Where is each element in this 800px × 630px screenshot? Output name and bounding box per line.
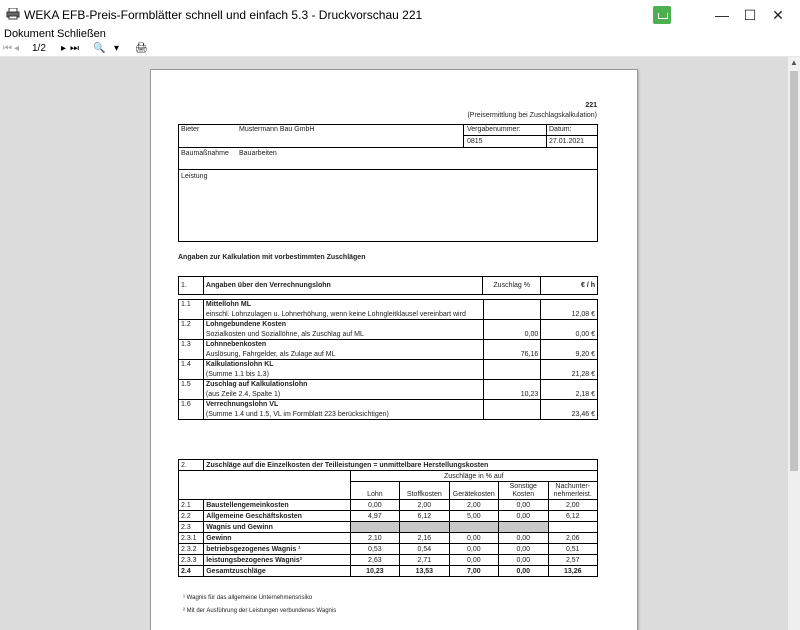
t1-row-desc: (Summe 1.4 und 1.5, VL im Formblatt 223 berücksichtigen) — [205, 411, 389, 418]
table-row — [179, 460, 598, 471]
t1-row-title: Verrechnungslohn VL — [205, 401, 279, 408]
table-row — [179, 400, 598, 420]
t1-row-desc: (Summe 1.1 bis 1.3) — [205, 371, 269, 378]
t2-row-label: Wagnis und Gewinn — [204, 522, 350, 533]
table-row — [179, 300, 598, 320]
t2-row-value: 2,63 — [350, 555, 399, 566]
t1-row-num: 1.6 — [179, 400, 204, 420]
t1-row-label — [203, 380, 483, 400]
t1-row-num: 1.1 — [179, 300, 204, 320]
t1-head-pct: Zuschlag % — [483, 277, 541, 295]
menu-schliessen[interactable]: Schließen — [57, 28, 106, 40]
t1-row-eur: 21,28 € — [541, 360, 598, 380]
t2-row-value: 0,00 — [449, 544, 498, 555]
zuschlaege-table — [178, 459, 598, 577]
print-icon[interactable]: 🖨 — [135, 43, 148, 54]
t1-row-title: Lohnnebenkosten — [205, 341, 267, 348]
t2-head-label: Zuschläge auf die Einzelkosten der Teilleistungen = unmittelbare Herstellungskosten — [204, 460, 598, 471]
app-status-icon[interactable] — [653, 6, 671, 24]
t1-row-pct — [483, 360, 541, 380]
t2-row-value: 2,16 — [400, 533, 449, 544]
t1-row-num: 1.2 — [179, 320, 204, 340]
minimize-button[interactable]: — — [715, 7, 729, 23]
datum-label: Datum: — [549, 126, 572, 133]
baumassnahme-label: Baumaßnahme — [181, 150, 229, 157]
t2-row-value: 0,54 — [400, 544, 449, 555]
table-row — [179, 555, 598, 566]
menu-dokument[interactable]: Dokument — [4, 28, 55, 40]
t2-row-value: 2,00 — [400, 500, 449, 511]
t2-row-num: 2.2 — [179, 511, 204, 522]
t2-row-label: Gesamtzuschläge — [204, 566, 350, 577]
table-row — [179, 320, 598, 340]
t2-row-value — [449, 522, 498, 533]
verrechnungslohn-rows — [178, 299, 598, 420]
last-page-icon[interactable]: ⏭ — [70, 43, 79, 54]
t2-row-value: 6,12 — [400, 511, 449, 522]
page-indicator: 1/2 — [32, 43, 46, 54]
t1-row-desc: einschl. Lohnzulagen u. Lohnerhöhung, wenn keine Lohngleitklausel vereinbart wird — [205, 311, 466, 318]
t1-row-label — [203, 400, 483, 420]
t2-row-value: 0,00 — [449, 555, 498, 566]
bieter-value: Mustermann Bau GmbH — [239, 126, 315, 133]
t2-row-label: Gewinn — [204, 533, 350, 544]
table-row — [179, 511, 598, 522]
t2-row-num: 2.3.1 — [179, 533, 204, 544]
t2-row-value: 0,51 — [548, 544, 598, 555]
t2-row-label: Baustellengemeinkosten — [204, 500, 350, 511]
table-row — [179, 482, 598, 500]
t1-row-num: 1.4 — [179, 360, 204, 380]
document-page — [150, 69, 638, 630]
t1-row-eur: 0,00 € — [541, 320, 598, 340]
table-row — [179, 500, 598, 511]
t2-row-value: 0,53 — [350, 544, 399, 555]
t1-row-pct: 76,16 — [483, 340, 541, 360]
table-row — [179, 340, 598, 360]
t1-head-num: 1. — [179, 277, 204, 295]
table-row — [179, 533, 598, 544]
t2-col-header: Lohn — [350, 482, 399, 500]
t2-row-value: 0,00 — [499, 566, 548, 577]
scrollbar-thumb[interactable] — [790, 71, 798, 471]
t2-row-value: 13,53 — [400, 566, 449, 577]
t2-row-value: 2,00 — [548, 500, 598, 511]
t2-head-num: 2. — [179, 460, 204, 471]
header-box — [178, 124, 598, 242]
t2-row-value: 0,00 — [499, 533, 548, 544]
t2-row-value: 5,00 — [449, 511, 498, 522]
t2-row-value: 2,06 — [548, 533, 598, 544]
toolbar — [0, 41, 800, 57]
t2-row-value: 0,00 — [449, 533, 498, 544]
t2-row-value — [548, 522, 598, 533]
t2-col-header: Sonstige Kosten — [499, 482, 548, 500]
t2-row-label: leistungsbezogenes Wagnis² — [204, 555, 350, 566]
t2-row-num: 2.3 — [179, 522, 204, 533]
t1-row-title: Zuschlag auf Kalkulationslohn — [205, 381, 308, 388]
preview-area — [0, 57, 788, 630]
t1-row-pct — [483, 300, 541, 320]
t2-subhead: Zuschläge in % auf — [350, 471, 597, 482]
t2-row-value: 0,00 — [499, 555, 548, 566]
t2-row-value: 2,00 — [449, 500, 498, 511]
t2-row-value: 0,00 — [350, 500, 399, 511]
t2-row-value: 6,12 — [548, 511, 598, 522]
t1-row-eur: 9,20 € — [541, 340, 598, 360]
t1-head-eur: € / h — [541, 277, 598, 295]
datum-value: 27.01.2021 — [549, 138, 585, 145]
t2-row-value: 2,10 — [350, 533, 399, 544]
form-subtitle: (Preisermittlung bei Zuschlagskalkulation) — [467, 112, 597, 119]
t1-row-num: 1.5 — [179, 380, 204, 400]
vergabe-value: 0815 — [467, 138, 483, 145]
t2-row-value: 2,57 — [548, 555, 598, 566]
t1-row-pct — [483, 400, 541, 420]
t2-row-label: Allgemeine Geschäftskosten — [204, 511, 350, 522]
next-page-icon[interactable]: ▸ — [61, 43, 67, 54]
printer-app-icon — [6, 8, 20, 20]
window-title: WEKA EFB-Preis-Formblätter schnell und einfach 5.3 - Druckvorschau 221 — [24, 8, 423, 22]
t1-row-label — [203, 360, 483, 380]
title-bar — [0, 0, 800, 30]
t1-row-label — [203, 340, 483, 360]
t1-row-desc: Sozialkosten und Soziallöhne, als Zuschlag auf ML — [205, 331, 364, 338]
t2-row-num: 2.3.2 — [179, 544, 204, 555]
form-number: 221 — [585, 102, 597, 109]
t1-row-pct: 0,00 — [483, 320, 541, 340]
t1-row-title: Lohngebundene Kosten — [205, 321, 286, 328]
t2-row-value: 4,97 — [350, 511, 399, 522]
t2-subhead-blank — [179, 471, 351, 482]
t2-row-label: betriebsgezogenes Wagnis ¹ — [204, 544, 350, 555]
t2-row-value — [350, 522, 399, 533]
t2-col-header: Gerätekosten — [449, 482, 498, 500]
menu-bar — [0, 28, 800, 41]
zoom-icon[interactable]: 🔍 — [93, 43, 106, 54]
t2-row-num: 2.4 — [179, 566, 204, 577]
table-row — [179, 380, 598, 400]
vertical-scrollbar[interactable] — [788, 57, 800, 630]
t2-row-value: 0,00 — [499, 500, 548, 511]
t2-row-num: 2.3.3 — [179, 555, 204, 566]
verrechnungslohn-table — [178, 276, 598, 295]
t1-row-eur: 23,46 € — [541, 400, 598, 420]
t1-row-desc: Auslösung, Fahrgelder, als Zulage auf ML — [205, 351, 336, 358]
t2-row-value: 0,00 — [499, 544, 548, 555]
leistung-label: Leistung — [181, 173, 208, 180]
table-row — [179, 471, 598, 482]
t2-col-header: Nachunter- nehmerleist. — [548, 482, 598, 500]
t2-row-value: 13,26 — [548, 566, 598, 577]
t2-row-value — [400, 522, 449, 533]
footnote-1: ¹ Wagnis für das allgemeine Unternehmensrisiko — [183, 595, 313, 601]
scroll-up-icon[interactable]: ▲ — [790, 58, 798, 67]
prev-page-icon[interactable]: ◂ — [14, 43, 20, 54]
t1-row-eur: 12,08 € — [541, 300, 598, 320]
t1-row-label — [203, 320, 483, 340]
section-title: Angaben zur Kalkulation mit vorbestimmten Zuschlägen — [178, 254, 366, 261]
t1-row-title: Kalkulationslohn KL — [205, 361, 274, 368]
t1-row-eur: 2,18 € — [541, 380, 598, 400]
t1-head-label: Angaben über den Verrechnungslohn — [203, 277, 482, 295]
close-button[interactable]: ✕ — [772, 7, 784, 23]
t1-row-desc: (aus Zeile 2.4, Spalte 1) — [205, 391, 281, 398]
t2-row-value — [499, 522, 548, 533]
bieter-label: Bieter — [181, 126, 200, 133]
t2-row-value: 2,71 — [400, 555, 449, 566]
footnote-2: ² Mit der Ausführung der Leistungen verbundenes Wagnis — [183, 608, 337, 614]
t1-row-pct: 10,23 — [483, 380, 541, 400]
t2-colhead-blank — [179, 482, 351, 500]
t2-row-value: 10,23 — [350, 566, 399, 577]
table-row — [179, 566, 598, 577]
first-page-icon[interactable]: ⏮ — [3, 43, 12, 54]
t2-row-value: 7,00 — [449, 566, 498, 577]
t2-row-num: 2.1 — [179, 500, 204, 511]
zoom-dropdown-icon[interactable]: ▾ — [114, 43, 120, 54]
t1-row-num: 1.3 — [179, 340, 204, 360]
table-row — [179, 544, 598, 555]
table-row — [179, 360, 598, 380]
vergabe-label: Vergabenummer: — [467, 126, 521, 133]
table-row — [179, 522, 598, 533]
t1-row-title: Mittellohn ML — [205, 301, 251, 308]
t1-row-label — [203, 300, 483, 320]
t2-col-header: Stoffkosten — [400, 482, 449, 500]
baumassnahme-value: Bauarbeiten — [239, 150, 277, 157]
maximize-button[interactable]: ☐ — [743, 7, 757, 23]
t2-row-value: 0,00 — [499, 511, 548, 522]
